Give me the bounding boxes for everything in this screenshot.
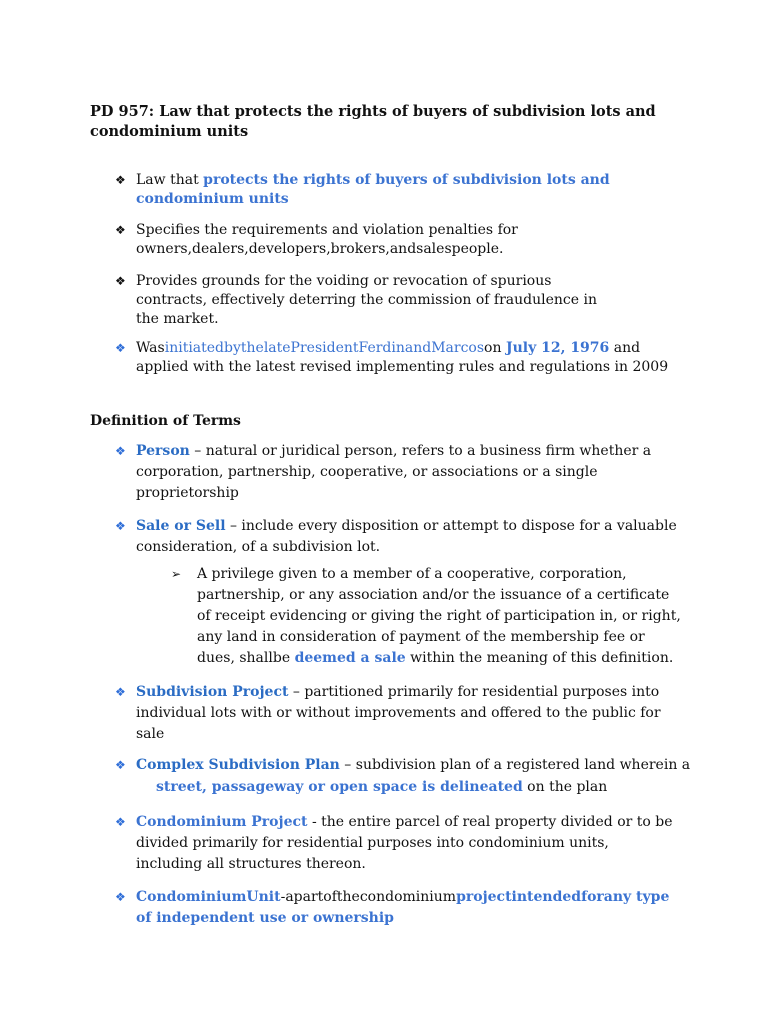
highlight-text: protects the rights of buyers of subdivision lots and xyxy=(203,172,610,188)
definition-text: - the entire parcel of real property divided or to be xyxy=(307,814,673,830)
sub-text: A privilege given to a member of a cooperative, corporation, xyxy=(197,566,627,582)
highlight-text: projectintendedforany type xyxy=(456,889,670,905)
definition-text: -apartofthecondominium xyxy=(280,889,457,905)
highlight-text: deemed a sale xyxy=(294,650,406,666)
term-label: Person xyxy=(136,443,190,459)
diamond-bullet-icon: ❖ xyxy=(115,685,126,699)
term-label: Subdivision Project xyxy=(136,684,289,700)
intro-bullet-3 xyxy=(115,272,675,329)
sub-text: any land in consideration of payment of the membership fee or xyxy=(197,629,645,645)
sub-text: within the meaning of this definition. xyxy=(405,650,674,666)
sale-sub-bullet xyxy=(171,564,681,669)
diamond-bullet-icon: ❖ xyxy=(115,890,126,904)
bullet-text: applied with the latest revised implementing rules and regulations in 2009 xyxy=(136,359,669,375)
definition-condominium-unit xyxy=(115,887,675,929)
bullet-text: Provides grounds for the voiding or revocation of spurious xyxy=(136,273,552,289)
date-highlight: July 12, 1976 xyxy=(505,340,610,356)
definition-text: – include every disposition or attempt to dispose for a valuable xyxy=(225,518,677,534)
definition-text: individual lots with or without improvements and offered to the public for xyxy=(136,705,661,721)
bullet-text: contracts, effectively deterring the commission of fraudulence in xyxy=(136,292,597,308)
diamond-bullet-icon: ❖ xyxy=(115,274,126,288)
bullet-text: Was xyxy=(136,340,165,356)
intro-bullet-1 xyxy=(115,171,675,209)
highlight-text: initiatedbythelatePresidentFerdinandMarcos xyxy=(164,340,485,356)
highlight-text: of independent use or ownership xyxy=(136,910,394,926)
term-label: Sale or Sell xyxy=(136,518,226,534)
term-label: Complex Subdivision Plan xyxy=(136,757,340,773)
diamond-bullet-icon: ❖ xyxy=(115,223,126,237)
sub-text: partnership, or any association and/or the issuance of a certificate xyxy=(197,587,670,603)
bullet-text: and xyxy=(609,340,641,356)
definition-subdivision-project xyxy=(115,682,675,745)
diamond-bullet-icon: ❖ xyxy=(115,519,126,533)
intro-bullet-4 xyxy=(115,339,675,377)
bullet-text: Law that xyxy=(136,172,204,188)
diamond-bullet-icon: ❖ xyxy=(115,341,126,355)
definition-text: sale xyxy=(136,726,165,742)
definition-text: proprietorship xyxy=(136,485,239,501)
definition-text: corporation, partnership, cooperative, or associations or a single xyxy=(136,464,598,480)
title-line-2: condominium units xyxy=(90,122,249,140)
sub-text: dues, shallbe xyxy=(197,650,295,666)
definition-text: consideration, of a subdivision lot. xyxy=(136,539,381,555)
sub-text: of receipt evidencing or giving the right of participation in, or right, xyxy=(197,608,681,624)
term-label: Condominium Project xyxy=(136,814,308,830)
diamond-bullet-icon: ❖ xyxy=(115,173,126,187)
definition-text: – partitioned primarily for residential purposes into xyxy=(288,684,660,700)
title-line-1: PD 957: Law that protects the rights of buyers of subdivision lots and xyxy=(90,103,656,120)
arrow-bullet-icon: ➢ xyxy=(171,567,182,581)
definitions-heading: Definition of Terms xyxy=(90,413,241,429)
highlight-text: condominium units xyxy=(136,191,289,207)
definition-text: on the plan xyxy=(522,779,608,795)
definition-complex-subdivision-plan xyxy=(115,754,691,798)
bullet-text: Specifies the requirements and violation penalties for xyxy=(136,222,518,238)
definition-sale-or-sell xyxy=(115,516,675,558)
bullet-text: on xyxy=(484,340,506,356)
definition-person xyxy=(115,441,675,504)
bullet-text: the market. xyxy=(136,311,219,327)
diamond-bullet-icon: ❖ xyxy=(115,815,126,829)
term-label: CondominiumUnit xyxy=(136,889,281,905)
bullet-text: owners,dealers,developers,brokers,andsalespeople. xyxy=(136,241,504,257)
definition-text: – natural or juridical person, refers to a business firm whether a xyxy=(189,443,652,459)
intro-bullet-2 xyxy=(115,221,675,259)
highlight-text: street, passageway or open space is delineated xyxy=(156,779,523,795)
definition-text: including all structures thereon. xyxy=(136,856,366,872)
diamond-bullet-icon: ❖ xyxy=(115,444,126,458)
definition-condominium-project xyxy=(115,812,675,875)
definition-text: – subdivision plan of a registered land wherein a xyxy=(339,757,691,773)
diamond-bullet-icon: ❖ xyxy=(115,758,126,772)
definition-text: divided primarily for residential purposes into condominium units, xyxy=(136,835,609,851)
page-title xyxy=(90,102,656,141)
